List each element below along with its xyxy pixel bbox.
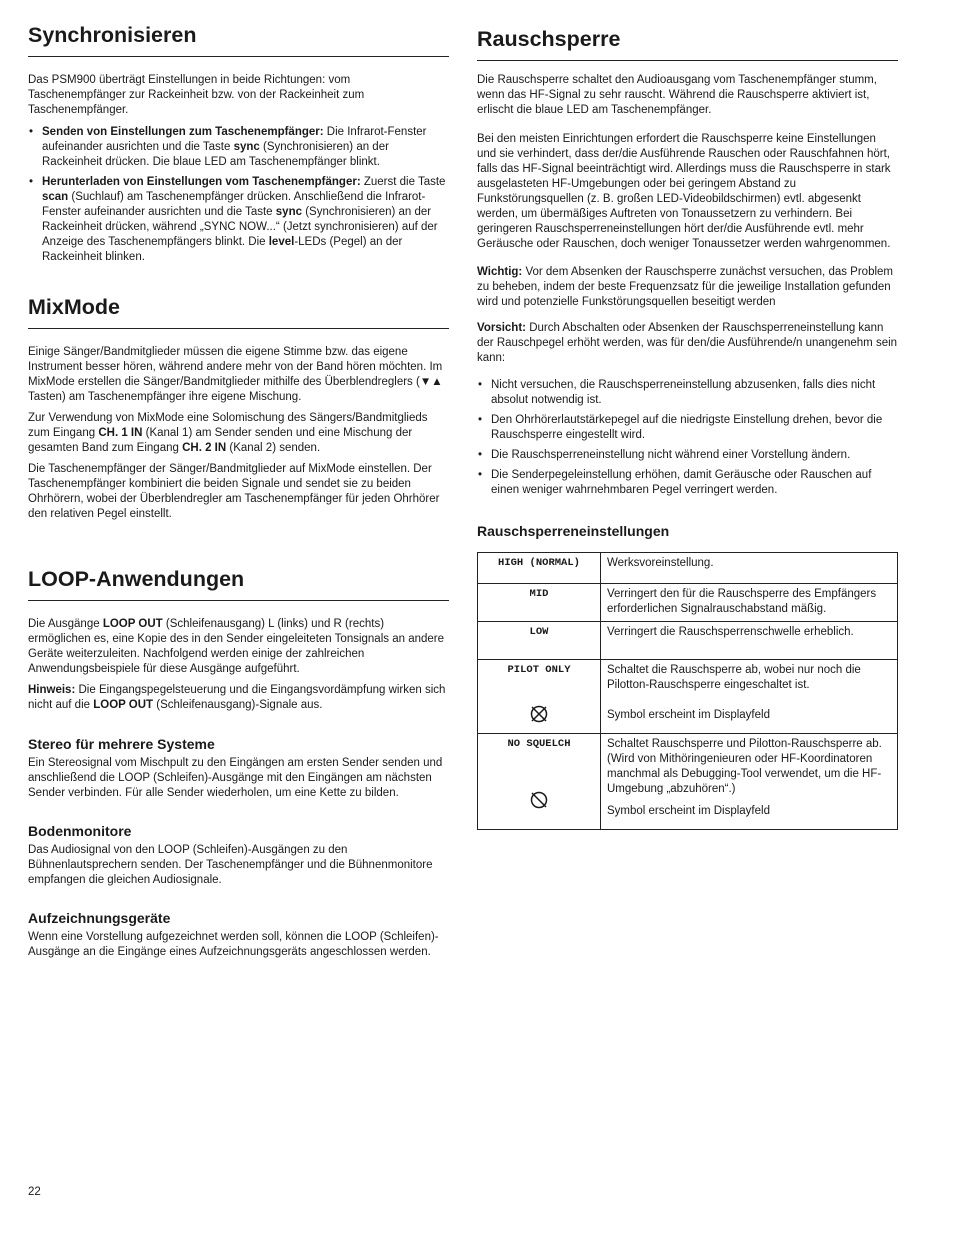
loop-p1: Die Ausgänge LOOP OUT (Schleifenausgang) L (links) und R (rechts) ermöglichen es, eine Kopie des in den Sender eingeleiteten Tonsignals an andere Geräte weiterzuleiten. Nachfolgend werden einige der zahlreichen Anwendungsbeispiele für diese Ausgänge aufgeführt. [28,618,444,675]
pilot-only-symbol-icon [529,704,549,724]
mixmode-p1: Einige Sänger/Bandmitglieder müssen die eigene Stimme bzw. das eigene Instrument besser hören, während andere mehr von der Band hören möchten. Im MixMode erstellen die Sänger/Bandmitglieder mithilfe des Überblendreglers (▼▲ Tasten) am Taschenempfänger ihre eigene Mischung. [28,346,443,403]
squelch-important: Wichtig: Vor dem Absenken der Rauschsperre zunächst versuchen, das Problem zu beheben, indem der beste Frequenzsatz für die jeweilige Installation gefunden wird und potenzielle Funkstörungsquellen beseitigt werden [477,266,894,308]
desc-cell: Schaltet die Rauschsperre ab, wobei nur noch die Pilotton-Rauschsperre eingeschaltet ist. Symbol erscheint im Displayfeld [601,660,898,734]
floor-heading: Bodenmonitore [28,823,132,839]
mode-cell: PILOT ONLY [478,660,601,734]
caution-item: • Den Ohrhörerlautstärkepegel auf die niedrigste Einstellung drehen, bevor die Rauschsperre eingestellt wird. [477,413,898,443]
page-number: 22 [28,1186,41,1198]
sync-bullet-download: • Herunterladen von Einstellungen vom Taschenempfänger: Zuerst die Taste scan (Suchlauf) am Taschenempfänger drücken. Anschließend die Infrarot-Fenster aufeinander ausrichten und die Taste sync (Synchronisieren) an der Rackeinheit drücken, während „SYNC NOW...“ (Jetzt synchronisieren) auf der Anzeige des Taschenempfängers blinkt. Die level-LEDs (Pegel) an der Rackeinheit blinken. [28,175,449,265]
sync-intro: Das PSM900 überträgt Einstellungen in beide Richtungen: vom Taschenempfänger zur Rackeinheit bzw. von der Rackeinheit zum Taschenempfänger. [28,74,365,116]
caution-item: • Die Senderpegeleinstellung erhöhen, damit Geräusche oder Rauschen auf einen weniger wahrnehmbaren Pegel verringert werden. [477,468,898,498]
table-row [478,622,898,660]
squelch-caution-list [477,378,898,498]
symbol-note: Symbol erscheint im Displayfeld [607,709,770,721]
table-row [478,553,898,584]
rec-heading: Aufzeichnungsgeräte [28,910,171,926]
loop-heading: LOOP-Anwendungen [28,566,449,601]
desc-cell: Verringert den für die Rauschsperre des Empfängers erforderlichen Signalrauschabstand mäßig. [601,584,898,622]
caution-item: • Die Rauschsperreneinstellung nicht während einer Vorstellung ändern. [477,448,898,463]
mixmode-p2: Zur Verwendung von MixMode eine Solomischung des Sängers/Bandmitglieds zum Eingang CH. 1 IN (Kanal 1) am Sender senden und eine Mischung der gesamten Band zum Eingang CH. 2 IN (Kanal 2) senden. [28,412,428,454]
sync-bullet-send: • Senden von Einstellungen zum Taschenempfänger: Die Infrarot-Fenster aufeinander ausrichten und die Taste sync (Synchronisieren) an der Rackeinheit drücken. Die blaue LED am Taschenempfänger blinkt. [28,125,449,170]
squelch-caution: Vorsicht: Durch Abschalten oder Absenken der Rauschsperreneinstellung kann der Rauschpegel erhöht werden, was für den/die Ausführende/n unangenehm sein kann: [477,322,898,364]
caution-item: • Nicht versuchen, die Rauschsperreneinstellung abzusenken, falls dies nicht absolut notwendig ist. [477,378,898,408]
rec-text: Wenn eine Vorstellung aufgezeichnet werden soll, können die LOOP (Schleifen)-Ausgänge an die Eingänge eines Aufzeichnungsgeräts angeschlossen werden. [28,931,439,958]
table-row [478,734,898,830]
stereo-heading: Stereo für mehrere Systeme [28,736,215,752]
mode-cell: LOW [478,622,601,660]
section-mixmode [28,294,449,522]
section-loop [28,566,449,960]
mixmode-p3: Die Taschenempfänger der Sänger/Bandmitglieder auf MixMode einstellen. Der Taschenempfänger kombiniert die beiden Signale und sendet sie zu beiden Ohrhörern, wobei der Überblendregler am Taschenempfänger für jeden Ohrhörer den relativen Pegel einstellt. [28,463,440,520]
no-squelch-symbol-icon [529,790,549,810]
symbol-note: Symbol erscheint im Displayfeld [607,805,770,817]
section-sync [28,22,449,265]
squelch-heading: Rauschsperre [477,26,898,61]
squelch-settings-heading: Rauschsperreneinstellungen [477,523,670,539]
squelch-p1: Die Rauschsperre schaltet den Audioausgang vom Taschenempfänger stumm, wenn das HF-Signal zu sehr rauscht. Während die Rauschsperre aktiviert ist, erlischt die blaue LED am Taschenempfänger. [477,74,877,116]
sync-list [28,125,449,265]
table-row [478,660,898,734]
table-row [478,584,898,622]
mixmode-heading: MixMode [28,294,449,329]
mode-cell: HIGH (NORMAL) [478,553,601,584]
mode-cell: MID [478,584,601,622]
squelch-settings-table [477,552,898,830]
sync-heading: Synchronisieren [28,22,449,57]
desc-cell: Werksvoreinstellung. [601,553,898,584]
stereo-text: Ein Stereosignal vom Mischpult zu den Eingängen am ersten Sender senden und anschließend die LOOP (Schleifen)-Ausgänge mit den Eingängen am nächsten Sender verbinden. Für alle Sender wiederholen, um eine Kette zu bilden. [28,757,443,799]
mode-cell: NO SQUELCH [478,734,601,830]
squelch-p2: Bei den meisten Einrichtungen erfordert die Rauschsperre keine Einstellungen und sie verhindert, dass der/die Ausführende Rauschen oder Rauschfahnen hört, falls das HF-Signal beeinträchtigt wird. Allerdings muss die Rauschsperre in stark ausgelasteten HF-Umgebungen oder bei geringem Abstand zu Funkstörungsquellen (z. B. großen LED-Videobildschirmen) evtl. abgesenkt werden, um übermäßiges Auftreten von Tonaussetzern zu verhindern. Bei geringeren Rauschsperreneinstellungen hört der/die Ausführende evtl. mehr Geräusche oder Rauschen, doch weniger Tonaussetzer werden wahrgenommen. [477,133,891,250]
floor-text: Das Audiosignal von den LOOP (Schleifen)-Ausgängen zu den Bühnenlautsprechern senden. Der Taschenempfänger und die Bühnenmonitore empfangen die gleichen Audiosignale. [28,844,433,886]
desc-cell: Verringert die Rauschsperrenschwelle erheblich. [601,622,898,660]
loop-note: Hinweis: Die Eingangspegelsteuerung und die Eingangsvordämpfung wirken sich nicht auf die LOOP OUT (Schleifenausgang)-Signale aus. [28,684,446,711]
desc-cell: Schaltet Rauschsperre und Pilotton-Rauschsperre ab. (Wird von Mithöringenieuren oder HF-Koordinatoren manchmal als Debugging-Tool verwendet, um die HF-Umgebung „abzuhören“.) Symbol erscheint im Displayfeld [601,734,898,830]
section-squelch [477,26,898,830]
